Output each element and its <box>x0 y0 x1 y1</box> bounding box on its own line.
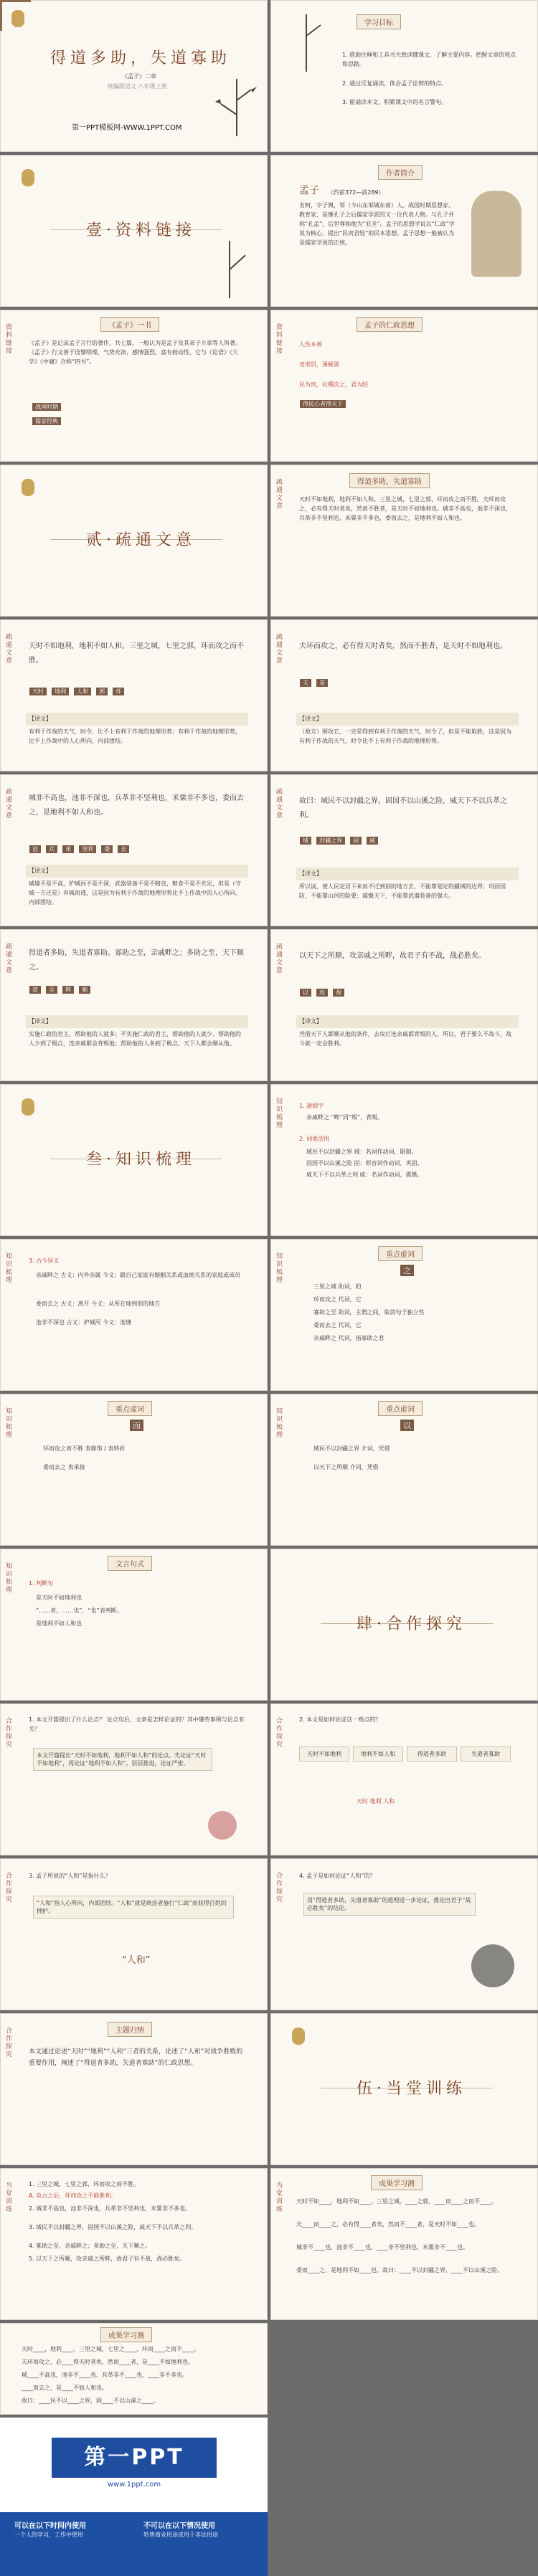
slide-translation-6[interactable] <box>270 929 538 1081</box>
translation-text: （敌方）围攻它，一定是得到有利于作战的天气、时令了，但是不能取胜，这是因为有利于作战的天气、时令比不上有利于作战的地理形势。 <box>299 728 511 744</box>
slide-meta: 统编版语文·八年级上册 <box>108 83 167 90</box>
slide-translation-2[interactable] <box>270 619 538 771</box>
vertical-tab: 知识梳理 <box>276 1408 283 1439</box>
section-header: 学习目标 <box>357 14 401 29</box>
slide-theme[interactable] <box>0 2013 268 2165</box>
license-allowed-text: 一个人的学习，工作中使用 <box>14 2532 83 2538</box>
theme-text: 本文通过论述“天时”“地利”“人和”三者的关系，论述了“人和”对战争胜败的重要作用，阐述了“得道者多助，失道者寡助”的仁政思想。 <box>29 2048 243 2067</box>
word-row: 委而去之 表承接 <box>43 1464 85 1470</box>
slide-section-3[interactable] <box>0 1084 268 1236</box>
original-line: 夫环而攻之，必有得天时者矣，然而不胜者，是天时不如地利也。 <box>299 642 507 650</box>
answer-card: “人和”指人心所向，内部团结。“人和”就是统治者施行“仁政”而获得百姓的拥护。 <box>33 1896 234 1919</box>
slide-translation-3[interactable] <box>0 774 268 926</box>
section-header: 作者简介 <box>378 165 423 180</box>
vertical-tab: 知识梳理 <box>276 1253 283 1284</box>
section-header: 《孟子》一书 <box>100 317 159 332</box>
original-text: 天时不如地利，地利不如人和。三里之城，七里之郭，环而攻之而不胜。夫环而攻之，必有得天时者矣，然而不胜者，是天时不如地利也。城非不高也，池非不深也，兵革非不坚利也，米粟非不多也，委而去之，是地利不如人和也。 <box>299 496 511 521</box>
slide-function-word-yi[interactable] <box>270 1394 538 1546</box>
key-word: 以 <box>400 1420 414 1431</box>
slide-section-5[interactable] <box>270 2013 538 2165</box>
fill-blank-line[interactable]: ____而去之，是____不如人和也。 <box>22 2385 108 2391</box>
keyword-tags <box>29 981 91 994</box>
vertical-tab: 资料链接 <box>276 324 283 355</box>
translation-text: 有利于作战的天气、时令，比不上有利于作战的地理形势；有利于作战的地理形势，比不上作战中的人心所向、内部团结。 <box>29 728 241 744</box>
key-word: 之 <box>400 1265 414 1276</box>
keyword-tag: 池 <box>29 845 41 853</box>
point-row: 威天下不以兵革之利 威：名词作动词，震慑。 <box>306 1171 423 1178</box>
license-allowed-title: 可以在以下时间内使用 <box>14 2522 86 2530</box>
translation-label: 【译文】 <box>29 868 52 874</box>
term-tag: 战国时期 <box>32 403 61 411</box>
vertical-tab: 知识梳理 <box>276 1098 283 1129</box>
point-row: 池非不深也 古义：护城河 今义：池塘 <box>36 1319 132 1326</box>
section-header: 重点虚词 <box>378 1401 423 1416</box>
exercise-item: 2. 城非不高也，池非不深也，兵革非不坚利也，米粟非不多也。 <box>29 2205 192 2212</box>
section-title: 壹·资料链接 <box>86 222 197 239</box>
keyword-tags <box>299 832 379 845</box>
translation-label: 【译文】 <box>299 716 322 722</box>
lantern-decoration <box>11 10 24 27</box>
translation-band <box>26 1015 248 1028</box>
keyword-tags <box>29 683 125 696</box>
keyword-tag: 域 <box>300 837 311 845</box>
keyword-tag: 夫 <box>300 679 311 687</box>
slide-translation-5[interactable] <box>0 929 268 1081</box>
section-header: 重点虚词 <box>378 1246 423 1261</box>
fill-blank-line[interactable]: 城____不高也，池非不____也，兵革非不____也，____非不多也。 <box>22 2372 188 2378</box>
point-heading: 1. 判断句 <box>29 1580 54 1587</box>
slide-benevolence[interactable] <box>270 310 538 462</box>
answer-card: 本文开篇提出“天时不如地利，地利不如人和”的论点。先论证“天时不如地利”，再论证“地利不如人和”。层层推进，论证严密。 <box>33 1748 212 1771</box>
keyword-tag: 郭 <box>96 688 108 695</box>
slide-inquiry-1[interactable] <box>0 1703 268 1855</box>
flow-box: 地利不如人和 <box>353 1746 403 1762</box>
keyword-tag: 革 <box>62 845 74 853</box>
goal-item: 3. 能诵读本文，积累课文中的名言警句。 <box>342 99 448 105</box>
translation-label: 【译文】 <box>299 1018 322 1025</box>
term-tag: 得民心者得天下 <box>300 400 346 408</box>
lantern-decoration <box>22 169 34 186</box>
keyword-tags <box>29 840 130 854</box>
lantern-decoration <box>22 479 34 496</box>
keyword-tag: 去 <box>118 845 129 853</box>
answer-card: 用“得道者多助，失道者寡助”的道理进一步论证，推论出君子“战必胜矣”的结论。 <box>303 1893 476 1916</box>
author-bio: 名轲，字子舆，邹（今山东邹城东南）人。战国时期思想家、教育家，是继孔子之后儒家学派的又一位代表人物。与孔子并称“孔孟”，后世尊称他为“亚圣”。孟子的思想学说以“仁政”学说为核心，提出“民贵君轻”的民本思想。孟子思想一般被认为是儒家学说的正统。 <box>299 202 455 246</box>
keyword-tag: 至 <box>46 986 57 994</box>
fill-blank-line[interactable]: 夫环而攻之，必____得天时者矣，然而____者，是____不如地利也。 <box>22 2359 194 2365</box>
vertical-tab: 知识梳理 <box>6 1563 13 1594</box>
section-header: 得道多助，失道寡助 <box>349 473 430 488</box>
question-text: 1. 本文开篇提出了什么论点？ 论点句后，文章是怎样论证的？其中哪些事例与论点有关？ <box>29 1716 245 1732</box>
lantern-decoration <box>292 2028 305 2045</box>
slide-objectives[interactable] <box>270 0 538 152</box>
keyword-tag: 固 <box>350 837 362 845</box>
template-link[interactable]: 第一PPT模板网-WWW.1PPT.COM <box>72 124 182 132</box>
original-line: 城非不高也，池非不深也，兵革非不坚利也，米粟非不多也，委而去之，是地利不如人和也。 <box>29 794 244 817</box>
brand-footer <box>0 2418 268 2576</box>
vertical-tab: 疏通文意 <box>276 634 283 665</box>
license-bar <box>0 2512 268 2576</box>
slide-cover[interactable] <box>0 0 268 152</box>
flow-label: 天时 地利 人和 <box>357 1798 395 1805</box>
section-header: 成果学习测 <box>100 2327 152 2342</box>
slide-practice-2[interactable] <box>270 2168 538 2320</box>
lantern-decoration <box>22 1098 34 1116</box>
portrait-image <box>471 191 522 277</box>
vertical-tab: 合作探究 <box>276 1873 283 1904</box>
author-name: 孟子 <box>299 185 319 196</box>
point-heading: 2. 词类活用 <box>299 1136 330 1142</box>
keyword-tag: 是 <box>316 679 328 687</box>
slide-practice-1[interactable] <box>0 2168 268 2320</box>
vertical-tab: 合作探究 <box>6 1718 13 1749</box>
license-denied-title: 不可以在以下情况使用 <box>143 2522 215 2530</box>
question-text: 4. 孟子是如何论证“人和”的？ <box>299 1873 376 1879</box>
empty-panel <box>270 2323 538 2415</box>
section-title: 肆·合作探究 <box>357 1615 467 1633</box>
translation-text: 凭借天下人都顺从他的条件，去攻打连亲戚都背叛的人，所以，君子要么不战斗，战斗就一定会胜利。 <box>299 1031 511 1047</box>
slide-subtitle: 《孟子》二章 <box>122 73 156 80</box>
point-heading: 1. 通假字 <box>299 1103 324 1109</box>
word-row: 环而攻之 代词，它 <box>313 1296 362 1303</box>
slide-knowledge-2[interactable] <box>0 1239 268 1391</box>
point-heading: 3. 古今异义 <box>29 1258 60 1264</box>
bamboo-decoration <box>208 234 251 298</box>
flow-box: 失道者寡助 <box>461 1746 511 1762</box>
brand-site[interactable]: www.1ppt.com <box>107 2481 161 2489</box>
translation-text: 实施仁政的君主，帮助他的人就多；不实施仁政的君主，帮助他的人就少。帮助他的人少到了极点，连亲戚都会背叛他；帮助他的人多到了极点，天下人都会顺从他。 <box>29 1031 241 1047</box>
slide-sentence-patterns[interactable] <box>0 1549 268 1701</box>
slide-section-2[interactable] <box>0 465 268 617</box>
umbrella-decoration <box>208 1811 237 1840</box>
point-row: 是天时不如地利也 <box>36 1594 82 1601</box>
word-row: 以天下之所顺 介词，凭借 <box>313 1464 379 1470</box>
question-text: 2. 本文是如何论证这一观点的？ <box>299 1716 382 1723</box>
fill-blank-line[interactable]: 城非不____也，池非不____也，____非不坚利也，米粟非不____也。 <box>296 2244 468 2251</box>
translation-band <box>26 865 248 878</box>
callout-text: “人和” <box>122 1955 151 1966</box>
fill-blank-line[interactable]: 委而____之，是地利不如____也。故曰：____不以封疆之界，____不以山溪之险。 <box>296 2267 503 2273</box>
slide-title: 得道多助，失道寡助 <box>50 49 232 67</box>
keyword-tag: 道 <box>29 986 41 994</box>
exercise-item: 3. 域民不以封疆之界，固国不以山溪之险，威天下不以兵革之利。 <box>29 2224 197 2230</box>
idea-item: 民为贵，社稷次之，君为轻 <box>299 381 368 388</box>
vertical-tab: 合作探究 <box>276 1718 283 1749</box>
slide-inquiry-3[interactable] <box>0 1858 268 2010</box>
translation-label: 【译文】 <box>29 1018 52 1025</box>
point-row: 是地利不如人和也 <box>36 1620 82 1627</box>
author-dates: （约前372—前289） <box>328 189 384 196</box>
word-row: 委而去之 代词，它 <box>313 1322 362 1329</box>
point-row: 亲戚畔之 “畔”同“叛”，背叛。 <box>306 1114 384 1121</box>
slide-translation-4[interactable] <box>270 774 538 926</box>
section-header: 孟子的仁政思想 <box>357 317 423 332</box>
translation-text: 城墙不是不高，护城河不是不深，武器装备不是不精良，粮食不是不充足，但是（守城一方还是）弃城而逃，这是因为有利于作战的地理形势比不上作战中的人心所向、内部团结。 <box>29 880 241 906</box>
word-row: 寡助之至 助词，主谓之间，取消句子独立性 <box>313 1309 425 1316</box>
keyword-tag: 地利 <box>52 688 69 695</box>
ink-decoration <box>471 1944 514 1987</box>
section-header: 重点虚词 <box>108 1401 152 1416</box>
keyword-tag: 人和 <box>74 688 91 695</box>
slide-knowledge-1[interactable] <box>270 1084 538 1236</box>
section-header: 成果学习测 <box>371 2175 423 2190</box>
original-line: 天时不如地利，地利不如人和。三里之城，七里之郭，环而攻之而不胜。 <box>29 642 244 665</box>
vertical-tab: 疏通文意 <box>6 944 13 974</box>
word-row: 亲戚畔之 代词，指寡助之君 <box>313 1335 384 1341</box>
keyword-tag: 封疆之界 <box>316 837 345 845</box>
fill-blank-line[interactable]: 故曰：____民不以____之界，固____不以山溪之____。 <box>22 2397 159 2404</box>
section-title: 叁·知识梳理 <box>86 1151 197 1169</box>
slide-mencius-book[interactable] <box>0 310 268 462</box>
section-header: 文言句式 <box>108 1556 152 1571</box>
fill-blank-line[interactable]: 天时不如____，地利不如____。三里之城，____之郭，____而____之而不____。 <box>296 2198 497 2205</box>
keyword-tag: 故 <box>333 989 344 997</box>
vertical-tab: 合作探究 <box>6 1873 13 1904</box>
flow-box: 得道者多助 <box>407 1746 457 1762</box>
brand-logo[interactable]: 第一PPT <box>52 2438 217 2478</box>
slide-text-full[interactable] <box>270 465 538 617</box>
exercise-item: 5. 以天下之所顺，攻亲戚之所畔，故君子有不战，战必胜矣。 <box>29 2256 186 2262</box>
translation-band <box>296 1015 519 1028</box>
vertical-tab: 疏通文意 <box>276 479 283 510</box>
question-text: 3. 孟子所说的“人和”是指什么？ <box>29 1873 111 1879</box>
exercise-item: A. 攻占之后，环而攻之不能胜利。 <box>29 2192 117 2199</box>
translation-band <box>26 713 248 726</box>
slide-function-word-zhi[interactable] <box>270 1239 538 1391</box>
slide-section-1[interactable] <box>0 155 268 307</box>
translation-label: 【译文】 <box>29 716 52 722</box>
keyword-tag: 顺 <box>79 986 90 994</box>
original-line: 得道者多助，失道者寡助。寡助之至，亲戚畔之；多助之至，天下顺之。 <box>29 949 244 971</box>
keyword-tag: 环 <box>113 688 124 695</box>
keyword-tag: 天时 <box>29 688 47 695</box>
empty-panel <box>270 2418 538 2576</box>
vertical-tab: 疏通文意 <box>276 789 283 819</box>
keyword-tag: 攻 <box>316 989 328 997</box>
translation-band <box>296 713 519 726</box>
keyword-tags <box>299 674 329 688</box>
translation-band <box>296 868 519 880</box>
fill-blank-line[interactable]: 夫____而____之，必有得____者矣，然而不____者，是天时不如____也。 <box>296 2221 480 2228</box>
slide-author[interactable] <box>270 155 538 307</box>
slide-function-word-er[interactable] <box>0 1394 268 1546</box>
keyword-tag: 兵 <box>46 845 57 853</box>
vertical-tab: 疏通文意 <box>6 634 13 665</box>
key-word: 而 <box>130 1420 143 1431</box>
license-denied-text: 转售商业用途或用于非法用途 <box>143 2532 218 2538</box>
vertical-tab: 疏通文意 <box>276 944 283 974</box>
vertical-tab: 当堂训练 <box>276 2182 283 2213</box>
original-line: 故曰：域民不以封疆之界，固国不以山溪之险，威天下不以兵革之利。 <box>299 797 507 819</box>
word-row: 环而攻之而不胜 表修饰 / 表转折 <box>43 1445 126 1452</box>
point-row: 域民不以封疆之界 域：名词作动词，限制。 <box>306 1149 417 1155</box>
translation-text: 所以说，使人民定居下来而不迁到别的地方去，不能靠划定的疆域的边界；巩固国防，不能靠山河的险要；震慑天下，不能靠武器装备的强大。 <box>299 883 506 899</box>
book-intro: 《孟子》是记录孟子言行的著作，共七篇，一般认为是孟子及其弟子万章等人所著。《孟子》行文善于设譬明理，气势充沛，感情强烈，富有鼓动性。它与《论语》《大学》《中庸》合称“四书”。 <box>29 340 241 365</box>
slide-inquiry-4[interactable] <box>270 1858 538 2010</box>
section-title: 伍·当堂训练 <box>357 2080 467 2098</box>
vertical-tab: 知识梳理 <box>6 1408 13 1439</box>
slide-practice-3[interactable] <box>0 2323 268 2415</box>
point-row: 亲戚畔之 古义：内外亲属 今义：跟自己家庭有婚姻关系或血统关系的家庭或成员 <box>36 1272 241 1278</box>
keyword-tag: 以 <box>300 989 311 997</box>
vertical-tab: 知识梳理 <box>6 1253 13 1284</box>
vertical-tab: 合作探究 <box>6 2028 13 2058</box>
bamboo-decoration <box>285 7 328 72</box>
keyword-tag: 威 <box>367 837 378 845</box>
keyword-tag: 畔 <box>62 986 74 994</box>
exercise-item: 4. 寡助之至，亲戚畔之；多助之至，天下顺之。 <box>29 2243 151 2249</box>
idea-item: 人性本善 <box>299 341 322 348</box>
keyword-tags <box>299 984 345 997</box>
goal-item: 2. 通过反复诵读，体会孟子论辩的特点。 <box>342 80 448 87</box>
word-row: 域民不以封疆之界 介词，凭借 <box>313 1445 390 1452</box>
original-line: 以天下之所顺，攻亲戚之所畔，故君子有不战，战必胜矣。 <box>299 952 486 960</box>
point-row: 固国不以山溪之险 固：形容词作动词，巩固。 <box>306 1160 423 1166</box>
keyword-tag: 坚利 <box>79 845 96 853</box>
idea-item: 省刑罚，薄税敛 <box>299 361 339 368</box>
goal-item: 1. 借助注释和工具书大致读懂课文，了解主要内容。把握文章的观点和思路。 <box>342 52 516 67</box>
flow-box: 天时不如地利 <box>299 1746 349 1762</box>
slide-translation-1[interactable] <box>0 619 268 771</box>
word-row: 三里之城 助词，的 <box>313 1283 362 1290</box>
point-row: “……者，……也”，“也”表判断。 <box>36 1607 123 1614</box>
keyword-tag: 委 <box>101 845 113 853</box>
vertical-tab: 当堂训练 <box>6 2182 13 2213</box>
vertical-tab: 疏通文意 <box>6 789 13 819</box>
section-title: 贰·疏通文意 <box>86 531 197 549</box>
bamboo-decoration <box>215 72 258 136</box>
slide-inquiry-2[interactable] <box>270 1703 538 1855</box>
slide-section-4[interactable] <box>270 1549 538 1701</box>
translation-label: 【译文】 <box>299 870 322 877</box>
term-tag: 儒家经典 <box>32 417 61 425</box>
fill-blank-line[interactable]: 天时____，地利____。三里之城，七里之____，环而____之而不____。 <box>22 2346 199 2352</box>
exercise-item: 1. 三里之城，七里之郭，环而攻之而不胜。 <box>29 2181 140 2187</box>
vertical-tab: 资料链接 <box>6 324 13 355</box>
point-row: 委而去之 古义：离开 今义：从所在地到别的地方 <box>36 1301 161 1307</box>
section-header: 主题归纳 <box>108 2022 152 2037</box>
